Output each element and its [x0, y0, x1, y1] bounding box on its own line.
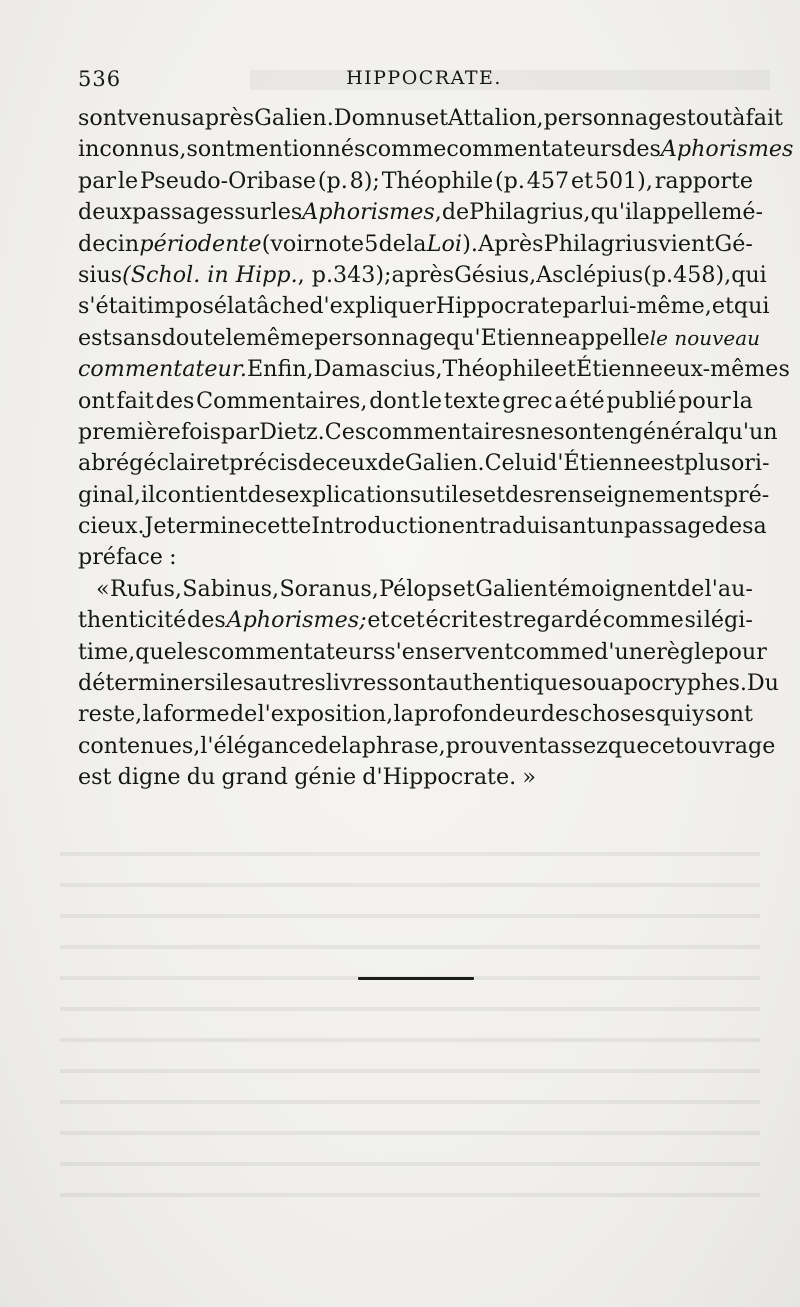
word: cette [254, 513, 312, 540]
word: de [714, 513, 743, 540]
word: le [225, 324, 246, 351]
text-line [78, 103, 783, 134]
word: regardé [512, 607, 602, 634]
word: grand [221, 764, 289, 791]
word: autres [254, 670, 326, 697]
word: sur [234, 199, 271, 226]
word: général [628, 418, 715, 445]
word: sont [78, 105, 126, 131]
word: Pélops [379, 575, 453, 602]
text-line [78, 448, 770, 479]
text-line [78, 197, 763, 228]
word: de [297, 450, 326, 477]
word: mentionnés [234, 136, 366, 163]
word: venus [125, 105, 192, 131]
word: et [553, 356, 576, 383]
text-line [78, 229, 753, 260]
word: qu'un [714, 418, 778, 445]
word: explications [286, 481, 422, 508]
word: 5 [364, 230, 379, 257]
word: la [732, 387, 753, 414]
text-line [78, 762, 753, 793]
word: y [692, 701, 705, 728]
text-line [78, 605, 753, 636]
word: Introduction [311, 513, 452, 540]
word: livres [325, 670, 388, 697]
word: » [522, 764, 536, 791]
word: le [421, 387, 443, 414]
word: profondeur [414, 701, 541, 728]
word: Rufus, [109, 575, 182, 602]
text-line [78, 574, 753, 605]
word: Étienne [576, 356, 664, 383]
word: tâche [247, 293, 310, 320]
word: été [569, 387, 605, 414]
word: Celui [484, 450, 544, 477]
text-line [78, 354, 790, 385]
text-line [78, 260, 767, 291]
word: l'élégance [200, 732, 315, 759]
word: Théophile [442, 356, 554, 383]
word: passages [132, 199, 235, 226]
word: fait [745, 105, 783, 131]
text-line [78, 323, 760, 354]
word: deux [78, 199, 133, 226]
word: pré- [723, 481, 770, 508]
word: Ces [324, 418, 367, 445]
word: texte [443, 387, 501, 414]
text-line [78, 166, 753, 197]
word: mé- [721, 199, 763, 226]
text-line [78, 480, 770, 511]
word: qu'Etienne [446, 324, 568, 351]
word: (p. [643, 261, 674, 288]
word: et [711, 293, 734, 320]
word: Aphorismes [302, 199, 435, 226]
word: Philagrius, [469, 199, 591, 226]
word: le [117, 167, 139, 194]
word: et [570, 167, 593, 194]
word: qu'il [590, 199, 640, 226]
word: qui [731, 261, 767, 288]
word: un [595, 513, 624, 540]
word: (p. [494, 167, 525, 194]
word: inconnus, [78, 136, 187, 163]
running-header [78, 67, 748, 97]
word: génie [294, 764, 357, 791]
word: la [341, 732, 362, 759]
word: contient [155, 481, 248, 508]
word: d'Étienne [543, 450, 651, 477]
word: doute [161, 324, 226, 351]
word: commentateurs [446, 136, 623, 163]
word: « [96, 575, 110, 602]
word: Enfin, [246, 356, 314, 383]
word: choses [579, 701, 656, 728]
word: s'en [384, 638, 430, 665]
word: fait [116, 387, 154, 414]
word: abrégé [78, 450, 157, 477]
word: est [78, 324, 112, 351]
word: contenues, [78, 732, 201, 759]
word: Du [746, 670, 779, 697]
word: de [378, 230, 406, 257]
text-line [78, 699, 753, 730]
word: pour [714, 638, 767, 665]
word: cieux. [78, 513, 145, 540]
word: tout [686, 105, 733, 131]
word: (Schol. in Hipp. [122, 261, 298, 288]
word: et [452, 575, 475, 602]
word: en [451, 513, 480, 540]
word: appelle [639, 199, 722, 226]
word: cet [649, 732, 684, 759]
text-line [78, 386, 753, 417]
word: que [607, 732, 650, 759]
word: Dietz. [259, 418, 325, 445]
word: comme [513, 638, 595, 665]
word: thenticité [78, 607, 187, 634]
word: les [176, 638, 209, 665]
word: apocryphes. [610, 670, 747, 697]
word: traduisant [479, 513, 596, 540]
text-line [78, 417, 778, 448]
word: termine [166, 513, 255, 540]
word: assez [547, 732, 608, 759]
word: time, [78, 638, 136, 665]
word: Asclépius [536, 261, 644, 288]
text-line [78, 134, 794, 165]
word: légi- [703, 607, 753, 634]
word: publié [606, 387, 677, 414]
text-line [78, 542, 753, 573]
word: dont [369, 387, 420, 414]
word: première [78, 418, 181, 445]
word: eux-mêmes [663, 356, 790, 383]
word: et [367, 607, 390, 634]
word: , [434, 199, 442, 226]
word: de [314, 732, 342, 759]
word: même [245, 324, 315, 351]
word: écrit [425, 607, 478, 634]
word: Soranus, [279, 575, 379, 602]
word: plus [683, 450, 731, 477]
word: grec [502, 387, 553, 414]
word: ne [525, 418, 554, 445]
word: la [142, 701, 163, 728]
word: prouvent [445, 732, 548, 759]
word: pour [678, 387, 731, 414]
word: par [562, 293, 601, 320]
word: et [206, 450, 230, 477]
word: témoignent [548, 575, 677, 602]
word: la [227, 293, 248, 320]
word: s'était [78, 293, 147, 320]
word: règle [656, 638, 715, 665]
word: déterminer [78, 670, 205, 697]
word: sont [704, 701, 753, 728]
word: par [78, 167, 117, 194]
word: (p. [317, 167, 348, 194]
word: Gé- [714, 230, 753, 257]
word: de [229, 701, 258, 728]
running-title: HIPPOCRATE. [346, 67, 502, 89]
text-line [78, 668, 779, 699]
word: servent [429, 638, 514, 665]
word: 8); [349, 167, 380, 194]
word: et [483, 481, 506, 508]
word: renseignements [543, 481, 724, 508]
word: cet [390, 607, 425, 634]
word: Damascius, [313, 356, 443, 383]
word: l'exposition, [257, 701, 394, 728]
word: Galien [475, 575, 548, 602]
word: personnages [543, 105, 687, 131]
word: des [505, 481, 544, 508]
word: est [78, 764, 112, 791]
word: du [186, 764, 216, 791]
word: d'Hippocrate. [362, 764, 517, 791]
word: note [314, 230, 364, 257]
word: fois [180, 418, 222, 445]
word: des [622, 136, 661, 163]
word: d'une [594, 638, 657, 665]
word: ou [582, 670, 611, 697]
word: 457 [526, 167, 570, 194]
word: 501), [594, 167, 653, 194]
word: de [377, 450, 405, 477]
word: : [169, 544, 177, 571]
word: commentaires [366, 418, 526, 445]
word: comme [602, 607, 684, 634]
word: phrase, [361, 732, 446, 759]
word: la [393, 701, 414, 728]
word: il [140, 481, 156, 508]
word: 343); [333, 261, 392, 288]
text-line [78, 511, 767, 542]
word: l'au- [704, 575, 753, 602]
word: forme [163, 701, 230, 728]
word: après [391, 261, 455, 288]
word: Hippocrate [435, 293, 563, 320]
word: Domnus [333, 105, 426, 131]
word: comme [365, 136, 447, 163]
word: la [406, 230, 427, 257]
word: à [732, 105, 746, 131]
section-end-rule [358, 977, 474, 980]
word: clair [156, 450, 207, 477]
word: qui [656, 701, 692, 728]
word: les [222, 670, 255, 697]
word: d'expliquer [309, 293, 436, 320]
word: Sabinus, [182, 575, 280, 602]
word: est [650, 450, 684, 477]
word: de [676, 575, 705, 602]
word: lui-même, [600, 293, 712, 320]
word: ginal, [78, 481, 141, 508]
word: personnage [314, 324, 447, 351]
word: 458), [673, 261, 732, 288]
word: par [221, 418, 260, 445]
word: les [270, 199, 303, 226]
word: des [247, 481, 287, 508]
word: sont [387, 670, 436, 697]
text-line [78, 637, 767, 668]
word: que [135, 638, 177, 665]
word: si [204, 670, 223, 697]
word: (voir [261, 230, 314, 257]
word: qui [733, 293, 770, 320]
text-line [78, 731, 776, 762]
word: et [425, 105, 448, 131]
page-number: 536 [78, 67, 122, 91]
word: périodente [139, 230, 262, 257]
word: en [601, 418, 629, 445]
word: ceux [325, 450, 378, 477]
body-text [78, 103, 794, 794]
word: appelle [567, 324, 650, 351]
word: commentateur. [78, 356, 247, 383]
word: Après [478, 230, 544, 257]
word: Théophile [381, 167, 494, 194]
word: utiles [421, 481, 484, 508]
word: passage [624, 513, 715, 540]
word: Aphorismes; [226, 607, 367, 634]
word: ori- [730, 450, 770, 477]
word: Gésius, [454, 261, 537, 288]
word: le nouveau [649, 325, 760, 350]
text-line [78, 291, 770, 322]
word: Pseudo-Oribase [139, 167, 317, 194]
word: rapporte [654, 167, 753, 194]
word: digne [117, 764, 181, 791]
word: est [478, 607, 512, 634]
word: a [554, 387, 568, 414]
word: Galien. [254, 105, 334, 131]
word: ). [462, 230, 478, 257]
word: Attalion, [447, 105, 544, 131]
word: sa [742, 513, 767, 540]
word: sont [186, 136, 235, 163]
word: Je [144, 513, 167, 540]
word: Philagrius [543, 230, 659, 257]
word: des [187, 607, 226, 634]
word: reste, [78, 701, 143, 728]
word: si [684, 607, 704, 634]
word: imposé [146, 293, 227, 320]
word: Aphorismes [660, 136, 794, 163]
show-through-text [60, 830, 760, 1210]
word: après [191, 105, 255, 131]
word: des [540, 701, 580, 728]
word: ont [78, 387, 115, 414]
word: authentiques [435, 670, 583, 697]
word: vient [658, 230, 715, 257]
word: sius [78, 261, 123, 288]
word: préface [78, 544, 163, 571]
word: sans [111, 324, 162, 351]
word: Loi [426, 230, 462, 257]
word: Galien. [404, 450, 485, 477]
word: de [441, 199, 470, 226]
word: , p. [297, 261, 334, 288]
word: précis [229, 450, 298, 477]
word: sont [553, 418, 602, 445]
word: decin [78, 230, 140, 257]
word: ouvrage [683, 732, 776, 759]
word: Commentaires, [196, 387, 368, 414]
word: commentateurs [208, 638, 385, 665]
word: des [155, 387, 195, 414]
